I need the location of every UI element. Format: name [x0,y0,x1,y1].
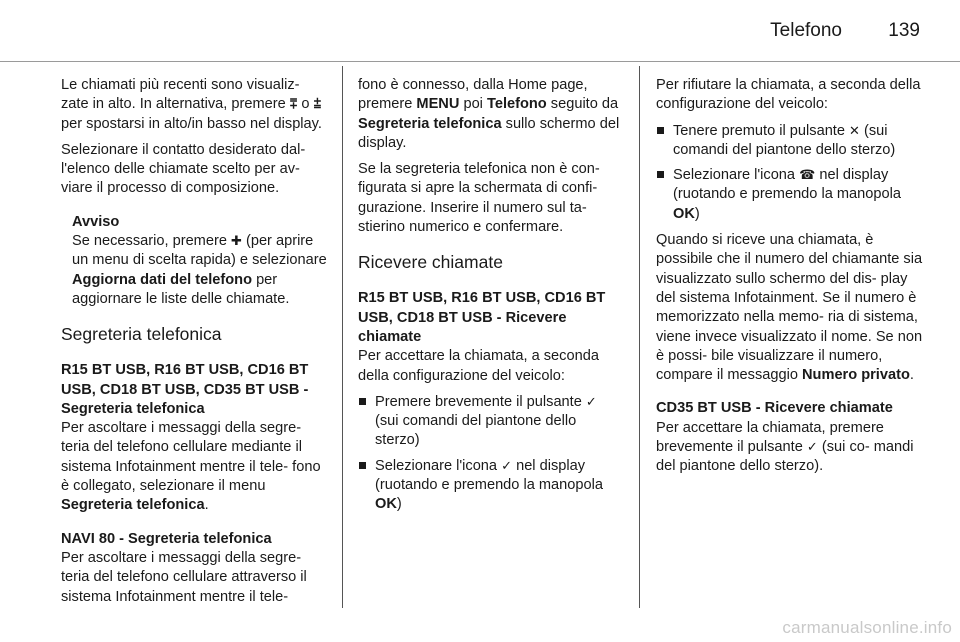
paragraph: Le chiamati più recenti sono visualiz- zate in alto. In alternativa, premere ⩱ o ⩲ per spostarsi in alto/in basso nel display. [61,77,322,132]
page-title: Telefono [770,20,842,41]
bullet-icon [359,398,366,405]
paragraph: Per rifiutare la chiamata, a seconda della configurazione del veicolo: [656,77,921,113]
list-item: Selezionare l'icona ☎ nel display (ruotando e premendo la manopola OK) [656,166,926,224]
paragraph: Per ascoltare i messaggi della segre- teria del telefono cellulare attraverso il sistema Infotainment mentre il tele- [61,549,307,605]
bullet-icon [657,171,664,178]
bullet-icon [657,127,664,134]
paragraph: Per accettare la chiamata, premere brevemente il pulsante ✓ (sui co- mandi del piantone dello sterzo). [656,419,914,475]
plus-icon: ✚ [231,233,242,249]
paragraph: Selezionare il contatto desiderato dal- l'elenco delle chiamate scelto per av- viare il processo di composizione. [61,141,306,197]
section-heading: Ricevere chiamate [358,252,503,273]
header-divider [0,61,960,62]
note-box [72,213,327,309]
phone-accept-icon: ✓ [585,393,597,409]
phone-accept-icon: ✓ [806,439,818,455]
watermark: carmanualsonline.info [782,618,952,637]
paragraph: Per accettare la chiamata, a seconda della configurazione del veicolo: [358,348,599,384]
column-divider [342,66,343,608]
paragraph: Quando si riceve una chiamata, è possibile che il numero del chiamante sia visualizzato sullo schermo del dis- play del sistema Infotainment. Se il numero è memorizzato nella memo- ria di sistema, viene invece visualizzato il nome. Se non è possi- bile visualizzare il numero, compare il messaggio Numero privato. [656,232,923,384]
paragraph: Se la segreteria telefonica non è con- figurata si apre la schermata di confi- gurazione. Inserire il numero sul ta- stierino numerico e confermare. [358,161,600,236]
section-heading: Segreteria telefonica [61,324,222,345]
subsection-heading: R15 BT USB, R16 BT USB, CD16 BT USB, CD18 BT USB, CD35 BT USB - Segreteria telefonica [61,362,309,417]
column-divider [639,66,640,608]
subsection-heading: CD35 BT USB - Ricevere chiamate [656,400,893,417]
arrow-up-icon: ⩱ [289,96,298,112]
page-number: 139 [888,20,920,41]
bullet-icon [359,462,366,469]
hang-up-icon: ☎ [799,167,816,183]
note-title: Avviso [72,213,120,230]
note-text: Se necessario, premere ✚ (per aprire un menu di scelta rapida) e selezionare Aggiorna dati del telefono per aggiornare le liste delle chiamate. [72,233,327,307]
list-item: Premere brevemente il pulsante ✓ (sui comandi del piantone dello sterzo) [358,393,624,451]
list-item: Selezionare l'icona ✓ nel display (ruotando e premendo la manopola OK) [358,457,624,515]
list-item: Tenere premuto il pulsante ✕ (sui comandi del piantone dello sterzo) [656,122,926,161]
bullet-list [656,122,926,224]
paragraph: Per ascoltare i messaggi della segre- teria del telefono cellulare mediante il sistema Infotainment mentre il tele- fono è collegato, selezionare il menu Segreteria telefonica. [61,420,321,514]
arrow-down-icon: ⩲ [313,96,322,112]
column-2 [358,76,624,522]
subsection-heading: NAVI 80 - Segreteria telefonica [61,530,272,547]
paragraph: fono è connesso, dalla Home page, premere MENU poi Telefono seguito da Segreteria telefonica sullo schermo del display. [358,77,620,151]
column-3 [656,76,926,484]
page-header [0,0,960,62]
phone-reject-icon: ✕ [849,122,860,138]
subsection-heading: R15 BT USB, R16 BT USB, CD16 BT USB, CD18 BT USB - Ricevere chiamate [358,290,606,345]
phone-accept-icon: ✓ [501,457,513,473]
bullet-list [358,393,624,515]
column-1 [61,76,327,614]
